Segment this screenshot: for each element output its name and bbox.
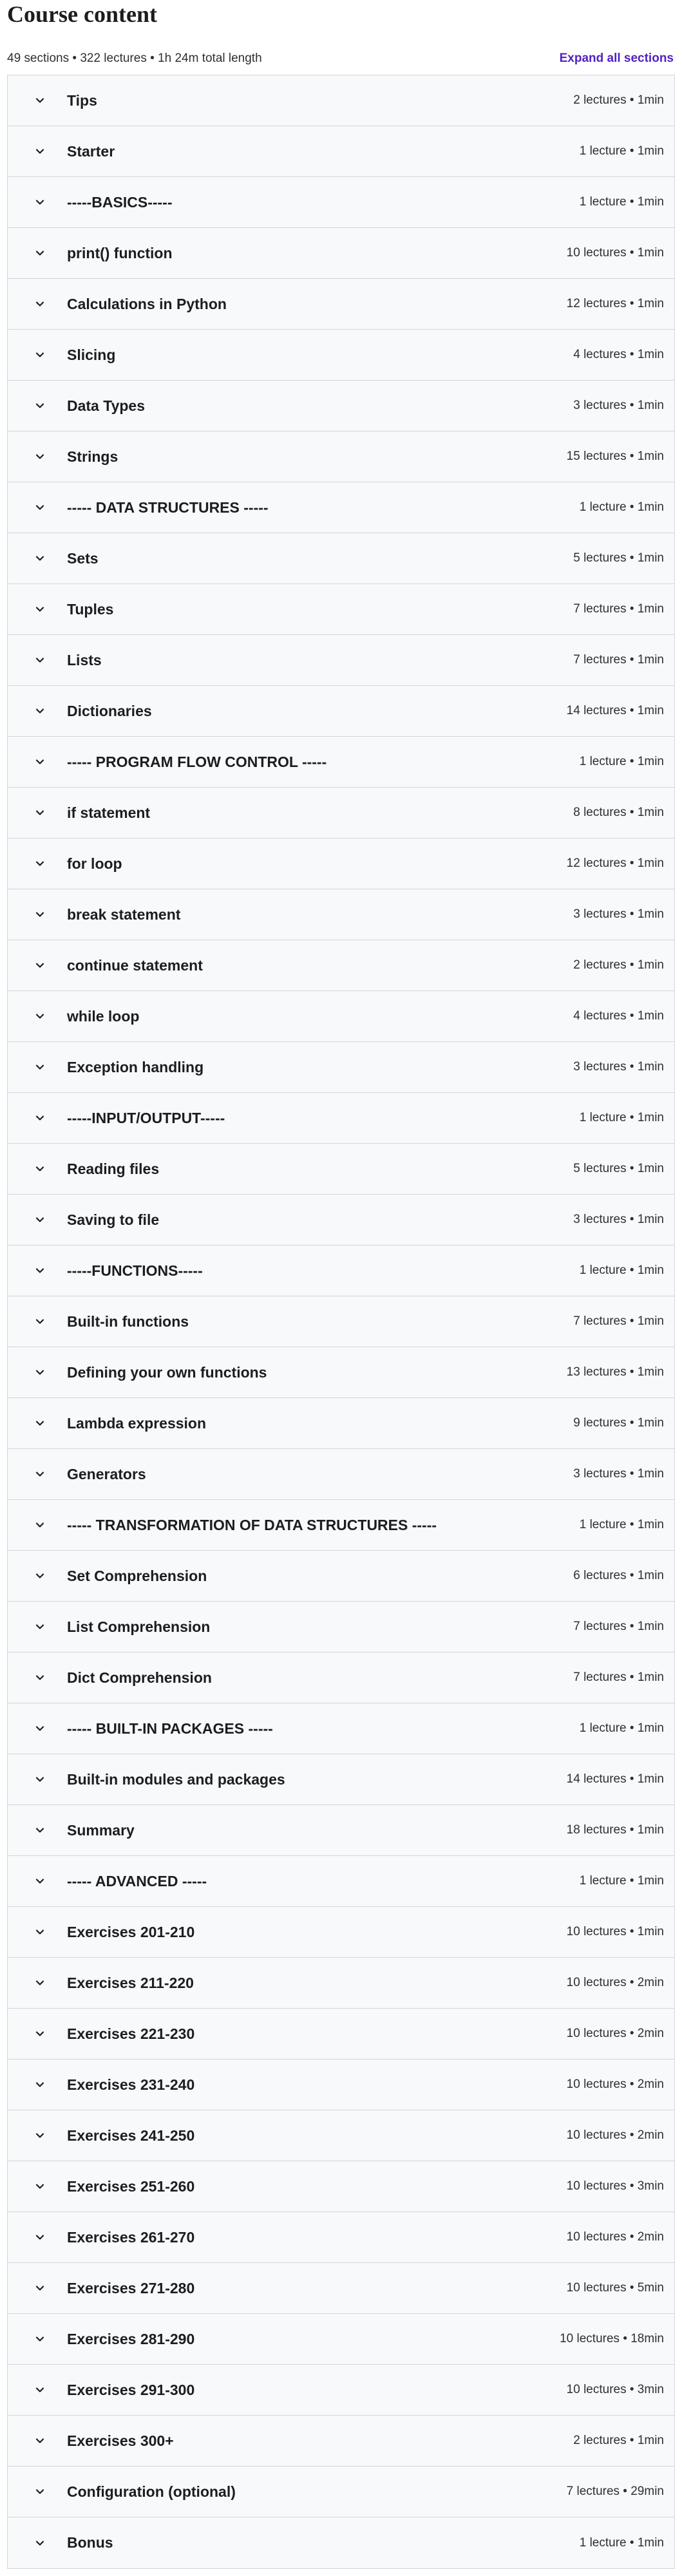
section-title: Exercises 300+ — [67, 2432, 174, 2449]
section-header[interactable] — [8, 1805, 674, 1856]
chevron-down-icon — [33, 1875, 46, 1888]
section-title: Slicing — [67, 346, 116, 363]
section-header[interactable] — [8, 1754, 674, 1805]
course-summary-row — [7, 28, 675, 75]
section-title: Built-in modules and packages — [67, 1770, 285, 1788]
section-header[interactable] — [8, 1245, 674, 1296]
section-title: Exercises 221-230 — [67, 2025, 195, 2042]
section-header[interactable] — [8, 2517, 674, 2568]
chevron-down-icon — [33, 2180, 46, 2193]
section-header[interactable] — [8, 1195, 674, 1245]
chevron-down-icon — [33, 1976, 46, 1989]
section-title: Exercises 271-280 — [67, 2279, 195, 2297]
section-title: Calculations in Python — [67, 295, 227, 312]
section-meta: 3 lectures • 1min — [573, 1060, 664, 1074]
chevron-down-icon — [33, 2537, 46, 2550]
chevron-down-icon — [33, 1926, 46, 1938]
section-title: Strings — [67, 448, 118, 465]
section-header[interactable] — [8, 177, 674, 228]
section-header[interactable] — [8, 1958, 674, 2009]
section-title: Exercises 281-290 — [67, 2330, 195, 2347]
section-meta: 14 lectures • 1min — [566, 704, 664, 717]
section-title: Exercises 261-270 — [67, 2228, 195, 2246]
section-header[interactable] — [8, 75, 674, 126]
chevron-down-icon — [33, 1773, 46, 1786]
section-meta: 1 lecture • 1min — [579, 2535, 664, 2550]
section-title: Defining your own functions — [67, 1363, 267, 1381]
section-meta: 10 lectures • 2min — [566, 2230, 664, 2244]
section-meta: 3 lectures • 1min — [573, 1213, 664, 1226]
chevron-down-icon — [33, 1162, 46, 1175]
section-header[interactable] — [8, 2314, 674, 2365]
section-header[interactable] — [8, 1602, 674, 1653]
section-meta: 10 lectures • 2min — [566, 1976, 664, 1989]
section-header[interactable] — [8, 2110, 674, 2161]
chevron-down-icon — [33, 1824, 46, 1837]
section-meta: 7 lectures • 1min — [573, 1620, 664, 1633]
chevron-down-icon — [33, 1112, 46, 1124]
section-meta: 1 lecture • 1min — [579, 1111, 664, 1124]
section-title: Generators — [67, 1465, 146, 1482]
chevron-down-icon — [33, 399, 46, 412]
section-title: ----- BUILT-IN PACKAGES ----- — [67, 1719, 273, 1737]
section-title: if statement — [67, 804, 151, 821]
section-meta: 2 lectures • 1min — [573, 93, 664, 107]
chevron-down-icon — [33, 1315, 46, 1328]
chevron-down-icon — [33, 2282, 46, 2295]
section-meta: 1 lecture • 1min — [579, 144, 664, 158]
section-title: Summary — [67, 1821, 135, 1839]
section-header[interactable] — [8, 584, 674, 635]
section-header[interactable] — [8, 686, 674, 737]
section-header[interactable] — [8, 2161, 674, 2212]
section-meta: 7 lectures • 1min — [573, 1314, 664, 1328]
section-meta: 10 lectures • 18min — [560, 2332, 664, 2345]
section-title: break statement — [67, 905, 181, 923]
course-summary: 49 sections • 322 lectures • 1h 24m total length — [7, 52, 262, 65]
section-meta: 13 lectures • 1min — [566, 1365, 664, 1379]
section-meta: 3 lectures • 1min — [573, 907, 664, 921]
section-meta: 1 lecture • 1min — [579, 755, 664, 768]
section-header[interactable] — [8, 2212, 674, 2263]
section-meta: 14 lectures • 1min — [566, 1772, 664, 1786]
section-title: -----FUNCTIONS----- — [67, 1262, 203, 1279]
expand-all-sections-button[interactable]: Expand all sections — [559, 52, 674, 65]
section-header[interactable] — [8, 2263, 674, 2314]
section-title: Tuples — [67, 600, 114, 618]
section-header[interactable] — [8, 1347, 674, 1398]
chevron-down-icon — [33, 2078, 46, 2091]
chevron-down-icon — [33, 806, 46, 819]
chevron-down-icon — [33, 298, 46, 310]
section-header[interactable] — [8, 1551, 674, 1602]
section-header[interactable] — [8, 1907, 674, 1958]
section-title: Sets — [67, 549, 99, 567]
section-title: Exercises 201-210 — [67, 1923, 195, 1940]
section-header[interactable] — [8, 1500, 674, 1551]
section-meta: 12 lectures • 1min — [566, 297, 664, 310]
section-title: Exercises 251-260 — [67, 2177, 195, 2195]
section-meta: 10 lectures • 3min — [566, 2383, 664, 2396]
chevron-down-icon — [33, 1519, 46, 1531]
chevron-down-icon — [33, 1722, 46, 1735]
section-title: Data Types — [67, 397, 146, 414]
chevron-down-icon — [33, 654, 46, 667]
chevron-down-icon — [33, 1264, 46, 1277]
section-title: Dict Comprehension — [67, 1669, 212, 1686]
chevron-down-icon — [33, 1010, 46, 1023]
chevron-down-icon — [33, 1417, 46, 1430]
page-title: Course content — [7, 1, 157, 27]
section-header[interactable] — [8, 1144, 674, 1195]
section-header[interactable] — [8, 737, 674, 788]
section-header[interactable] — [8, 2467, 674, 2517]
section-header[interactable] — [8, 1449, 674, 1500]
section-meta: 7 lectures • 1min — [573, 1671, 664, 1684]
section-title: Set Comprehension — [67, 1567, 207, 1584]
section-header[interactable] — [8, 635, 674, 686]
section-meta: 2 lectures • 1min — [573, 2434, 664, 2447]
section-header[interactable] — [8, 940, 674, 991]
section-title: Exercises 211-220 — [67, 1974, 194, 1991]
chevron-down-icon — [33, 2231, 46, 2244]
chevron-down-icon — [33, 94, 46, 107]
section-meta: 3 lectures • 1min — [573, 399, 664, 412]
section-meta: 18 lectures • 1min — [566, 1823, 664, 1837]
chevron-down-icon — [33, 705, 46, 717]
section-meta: 3 lectures • 1min — [573, 1467, 664, 1481]
section-meta: 4 lectures • 1min — [573, 348, 664, 361]
section-header[interactable] — [8, 431, 674, 482]
section-header[interactable] — [8, 2009, 674, 2060]
section-title: print() function — [67, 244, 173, 261]
section-meta: 6 lectures • 1min — [573, 1569, 664, 1582]
section-meta: 5 lectures • 1min — [573, 1162, 664, 1175]
chevron-down-icon — [33, 908, 46, 921]
section-meta: 1 lecture • 1min — [579, 1264, 664, 1277]
chevron-down-icon — [33, 2485, 46, 2498]
section-title: Lists — [67, 651, 102, 668]
section-meta: 9 lectures • 1min — [573, 1416, 664, 1430]
section-header[interactable] — [8, 1296, 674, 1347]
section-title: List Comprehension — [67, 1618, 211, 1635]
section-meta: 1 lecture • 1min — [579, 195, 664, 209]
section-title: Starter — [67, 142, 115, 160]
section-meta: 7 lectures • 29min — [566, 2485, 664, 2498]
section-meta: 15 lectures • 1min — [566, 450, 664, 463]
section-header[interactable] — [8, 1093, 674, 1144]
chevron-down-icon — [33, 2434, 46, 2447]
section-meta: 1 lecture • 1min — [579, 1874, 664, 1888]
section-meta: 8 lectures • 1min — [573, 806, 664, 819]
section-header[interactable] — [8, 788, 674, 838]
section-meta: 10 lectures • 1min — [566, 1925, 664, 1938]
chevron-down-icon — [33, 1213, 46, 1226]
section-title: Configuration (optional) — [67, 2483, 236, 2500]
chevron-down-icon — [33, 1671, 46, 1684]
chevron-down-icon — [33, 1061, 46, 1074]
section-meta: 10 lectures • 3min — [566, 2179, 664, 2193]
section-meta: 2 lectures • 1min — [573, 958, 664, 972]
section-header[interactable] — [8, 889, 674, 940]
section-meta: 1 lecture • 1min — [579, 500, 664, 514]
chevron-down-icon — [33, 2027, 46, 2040]
section-header[interactable] — [8, 1856, 674, 1907]
section-title: Built-in functions — [67, 1312, 189, 1330]
section-title: ----- ADVANCED ----- — [67, 1872, 207, 1889]
section-header[interactable] — [8, 482, 674, 533]
section-title: for loop — [67, 855, 122, 872]
section-title: -----BASICS----- — [67, 193, 173, 211]
section-header[interactable] — [8, 126, 674, 177]
chevron-down-icon — [33, 755, 46, 768]
section-meta: 7 lectures • 1min — [573, 653, 664, 667]
section-meta: 10 lectures • 1min — [566, 246, 664, 260]
section-title: Lambda expression — [67, 1414, 207, 1432]
section-header[interactable] — [8, 1398, 674, 1449]
section-meta: 10 lectures • 2min — [566, 2128, 664, 2142]
chevron-down-icon — [33, 552, 46, 565]
chevron-down-icon — [33, 2129, 46, 2142]
chevron-down-icon — [33, 603, 46, 616]
chevron-down-icon — [33, 247, 46, 260]
chevron-down-icon — [33, 501, 46, 514]
section-header[interactable] — [8, 1042, 674, 1093]
section-title: Dictionaries — [67, 702, 152, 719]
section-meta: 4 lectures • 1min — [573, 1009, 664, 1023]
chevron-down-icon — [33, 2333, 46, 2345]
section-header[interactable] — [8, 838, 674, 889]
section-meta: 10 lectures • 2min — [566, 2078, 664, 2091]
section-title: Exercises 241-250 — [67, 2126, 195, 2144]
section-title: ----- DATA STRUCTURES ----- — [67, 498, 269, 516]
section-header[interactable] — [8, 381, 674, 431]
section-header[interactable] — [8, 228, 674, 279]
chevron-down-icon — [33, 145, 46, 158]
section-title: while loop — [67, 1007, 140, 1025]
section-title: Exception handling — [67, 1058, 204, 1075]
section-header[interactable] — [8, 279, 674, 330]
chevron-down-icon — [33, 2383, 46, 2396]
section-title: Bonus — [67, 2534, 113, 2551]
section-header[interactable] — [8, 2365, 674, 2416]
chevron-down-icon — [33, 1620, 46, 1633]
section-list — [7, 75, 675, 2569]
section-meta: 1 lecture • 1min — [579, 1518, 664, 1531]
chevron-down-icon — [33, 450, 46, 463]
section-meta: 1 lecture • 1min — [579, 1721, 664, 1735]
section-title: Exercises 231-240 — [67, 2076, 195, 2093]
section-meta: 10 lectures • 5min — [566, 2281, 664, 2295]
chevron-down-icon — [33, 1569, 46, 1582]
chevron-down-icon — [33, 959, 46, 972]
section-header[interactable] — [8, 533, 674, 584]
section-title: Tips — [67, 91, 97, 109]
section-title: Reading files — [67, 1160, 160, 1177]
section-title: ----- TRANSFORMATION OF DATA STRUCTURES ----- — [67, 1516, 437, 1533]
section-meta: 7 lectures • 1min — [573, 602, 664, 616]
section-header[interactable] — [8, 1653, 674, 1703]
section-title: -----INPUT/OUTPUT----- — [67, 1109, 225, 1126]
section-header[interactable] — [8, 991, 674, 1042]
section-header[interactable] — [8, 2060, 674, 2110]
chevron-down-icon — [33, 348, 46, 361]
chevron-down-icon — [33, 196, 46, 209]
section-title: Exercises 291-300 — [67, 2381, 195, 2398]
chevron-down-icon — [33, 1468, 46, 1481]
section-header[interactable] — [8, 2416, 674, 2467]
section-title: Saving to file — [67, 1211, 160, 1228]
section-meta: 10 lectures • 2min — [566, 2027, 664, 2040]
chevron-down-icon — [33, 1366, 46, 1379]
section-meta: 5 lectures • 1min — [573, 551, 664, 565]
section-title: continue statement — [67, 956, 203, 974]
chevron-down-icon — [33, 857, 46, 870]
section-header[interactable] — [8, 1703, 674, 1754]
section-meta: 12 lectures • 1min — [566, 857, 664, 870]
section-header[interactable] — [8, 330, 674, 381]
section-title: ----- PROGRAM FLOW CONTROL ----- — [67, 753, 327, 770]
